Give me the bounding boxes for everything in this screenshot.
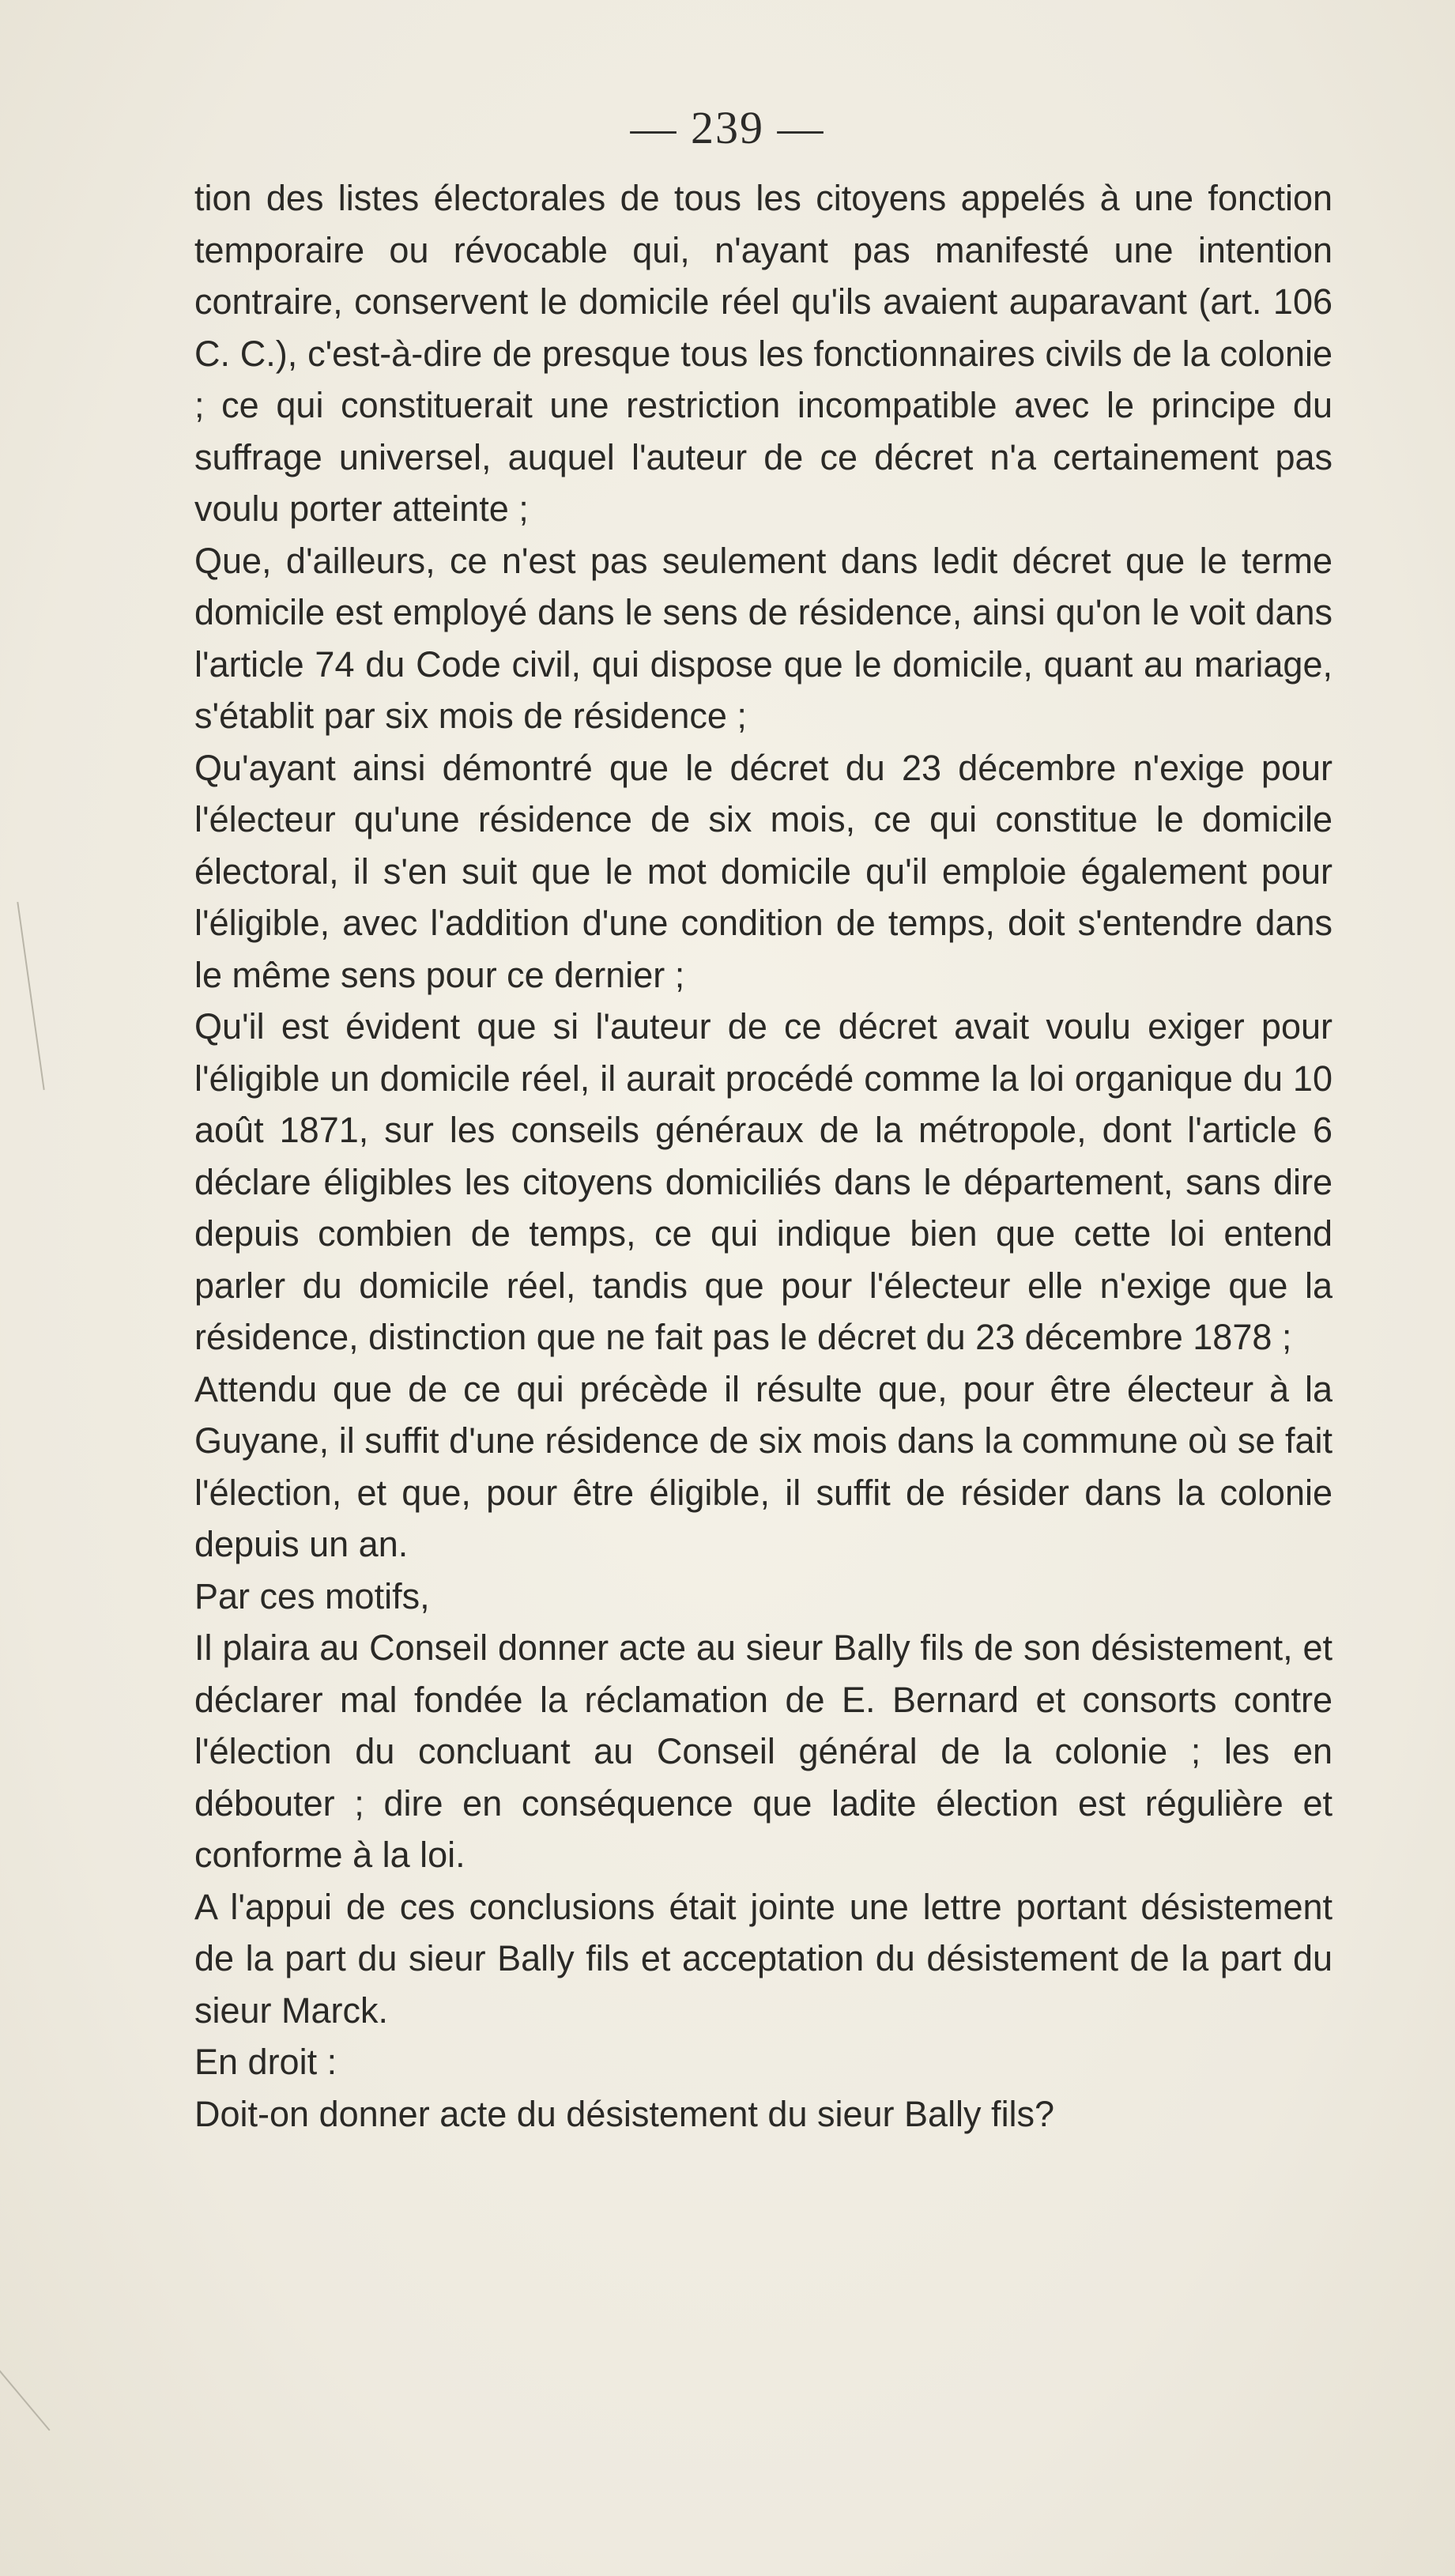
paragraph-9: En droit : <box>194 2042 337 2082</box>
paragraph-4: Qu'il est évident que si l'auteur de ce décret avait voulu exiger pour l'éligible un domicile réel, il aurait procédé comme la loi organique du 10 août 1871, sur les conseils généraux de la métropole, dont l'article 6 déclare éligibles les citoyens domiciliés dans le département, sans dire depuis combien de temps, ce qui indique bien que cette loi entend parler du domicile réel, tandis que pour l'électeur elle n'exige que la résidence, distinction que ne fait pas le décret du 23 décembre 1878 ; <box>194 1006 1332 1357</box>
margin-scratch-left <box>17 902 44 1090</box>
paragraph-3: Qu'ayant ainsi démontré que le décret du 23 décembre n'exige pour l'électeur qu'une résidence de six mois, ce qui constitue le domicile électoral, il s'en suit que le mot domicile qu'il emploie également pour l'éligible, avec l'addition d'une condition de temps, doit s'entendre dans le même sens pour ce dernier ; <box>194 747 1332 995</box>
paragraph-7: Il plaira au Conseil donner acte au sieur Bally fils de son désistement, et déclarer mal fondée la réclamation de E. Bernard et consorts contre l'élection du concluant au Conseil général de la colonie ; les en débouter ; dire en conséquence que ladite élection est régulière et conforme à la loi. <box>194 1627 1332 1875</box>
page-number: — 239 — <box>630 102 825 153</box>
margin-scratch-bottom <box>0 2352 51 2431</box>
paragraph-6: Par ces motifs, <box>194 1575 430 1616</box>
paragraph-8: A l'appui de ces conclusions était jointe une lettre portant désistement de la part du sieur Bally fils et acceptation du désistement de la part du sieur Marck. <box>194 1886 1332 2031</box>
paragraph-1: tion des listes électorales de tous les citoyens appelés à une fonction temporaire ou révocable qui, n'ayant pas manifesté une intention contraire, conservent le domicile réel qu'ils avaient auparavant (art. 106 C. C.), c'est-à-dire de presque tous les fonctionnaires civils de la colonie ; ce qui constituerait une restriction incompatible avec le principe du suffrage universel, auquel l'auteur de ce décret n'a certainement pas voulu porter atteinte ; <box>194 178 1332 529</box>
paragraph-5: Attendu que de ce qui précède il résulte que, pour être électeur à la Guyane, il suffit d'une résidence de six mois dans la commune où se fait l'élection, et que, pour être éligible, il suffit de résider dans la colonie depuis un an. <box>194 1368 1332 1564</box>
body-text <box>194 172 1332 2140</box>
paragraph-2: Que, d'ailleurs, ce n'est pas seulement dans ledit décret que le terme domicile est employé dans le sens de résidence, ainsi qu'on le voit dans l'article 74 du Code civil, qui dispose que le domicile, quant au mariage, s'établit par six mois de résidence ; <box>194 540 1332 736</box>
paragraph-10: Doit-on donner acte du désistement du sieur Bally fils? <box>194 2093 1055 2134</box>
